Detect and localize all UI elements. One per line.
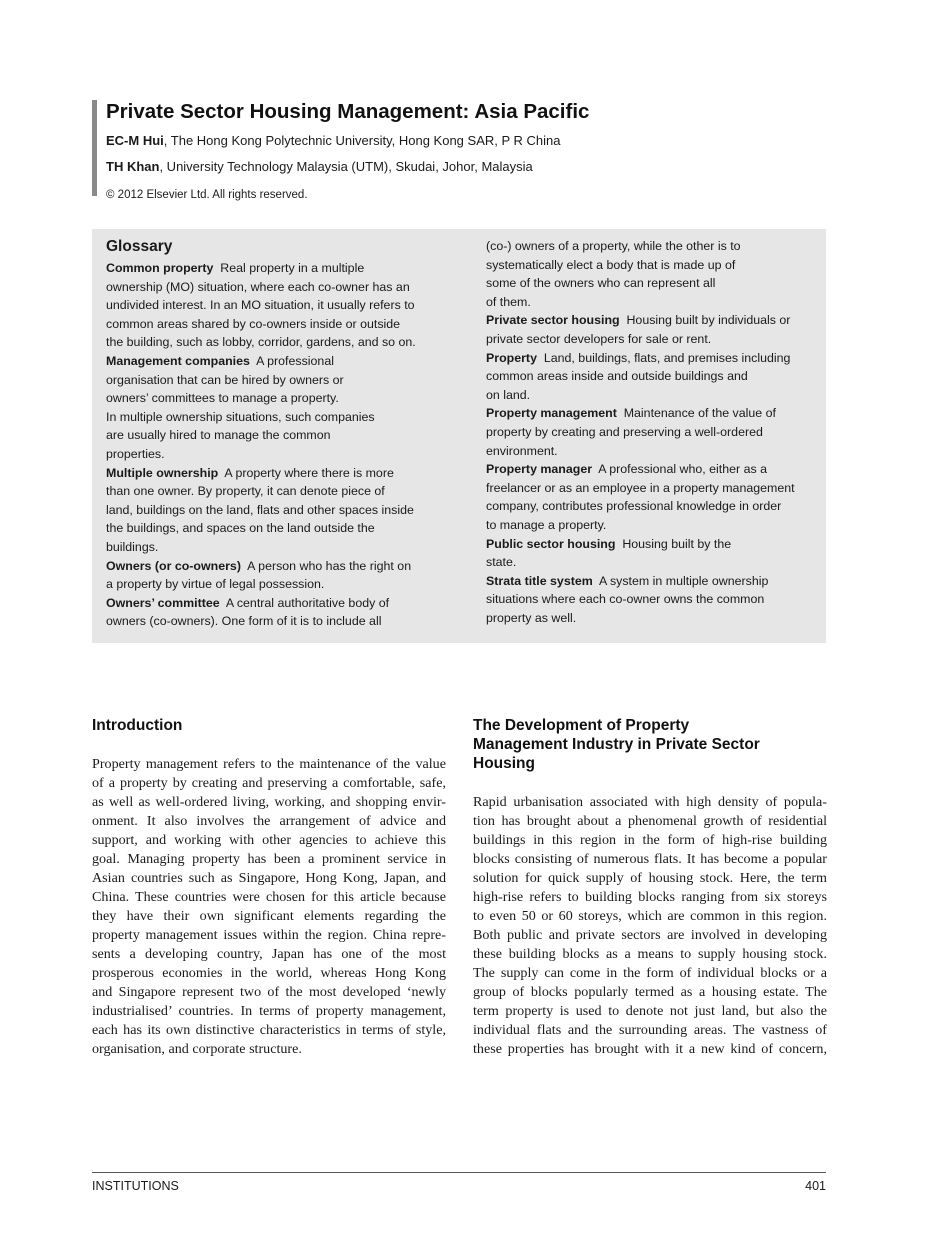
glossary-line bbox=[106, 352, 438, 371]
heading-line: The Development of Property bbox=[473, 717, 690, 734]
glossary-line bbox=[106, 575, 438, 594]
glossary-definition-text: systematically elect a body that is made up of bbox=[486, 257, 736, 272]
paragraph-line: organisation, and corporate structure. bbox=[92, 1041, 302, 1057]
glossary-line bbox=[486, 572, 818, 591]
glossary-term: Owners (or co-owners) bbox=[106, 558, 241, 573]
paragraph-line: Asian countries such as Singapore, Hong Kong, Japan, and bbox=[92, 870, 446, 886]
paragraph-line: high-rise refers to building blocks ranging from six storeys bbox=[473, 889, 827, 905]
section-heading-introduction bbox=[92, 716, 446, 735]
glossary-line bbox=[106, 278, 438, 297]
glossary-line bbox=[486, 293, 818, 312]
glossary-definition-text: of them. bbox=[486, 294, 531, 309]
glossary-line bbox=[106, 612, 438, 631]
glossary-heading: Glossary bbox=[106, 238, 173, 255]
glossary-term: Owners’ committee bbox=[106, 595, 220, 610]
glossary-line bbox=[106, 333, 438, 352]
glossary-definition-text: the buildings, and spaces on the land outside the bbox=[106, 521, 375, 536]
glossary-definition-text: private sector developers for sale or rent. bbox=[486, 331, 712, 346]
glossary-term: Property management bbox=[486, 406, 617, 421]
paragraph-line: individual flats and the surrounding areas. The vastness of bbox=[473, 1022, 827, 1038]
footer-section-label: INSTITUTIONS bbox=[92, 1179, 179, 1193]
title-accent-bar bbox=[92, 100, 97, 196]
glossary-definition-text: land, buildings on the land, flats and other spaces inside bbox=[106, 502, 414, 517]
glossary-line bbox=[106, 389, 438, 408]
glossary-definition-text: In multiple ownership situations, such companies bbox=[106, 409, 375, 424]
glossary-definition-text: situations where each co-owner owns the common bbox=[486, 592, 765, 607]
glossary-definition-text: Real property in a multiple bbox=[213, 261, 365, 275]
glossary-term: Private sector housing bbox=[486, 313, 620, 328]
glossary-line bbox=[106, 501, 438, 520]
glossary-term: Common property bbox=[106, 261, 214, 275]
glossary-definition-text: A property where there is more bbox=[218, 465, 394, 480]
glossary-line bbox=[486, 609, 818, 628]
glossary-line bbox=[486, 442, 818, 461]
glossary-definition-text: common areas shared by co-owners inside or outside bbox=[106, 316, 401, 331]
glossary-line bbox=[106, 557, 438, 576]
glossary-definition-text: properties. bbox=[106, 446, 165, 461]
paragraph-line: Rapid urbanisation associated with high density of popula- bbox=[473, 794, 827, 810]
development-section bbox=[473, 716, 827, 1059]
glossary-definition-text: property as well. bbox=[486, 610, 577, 625]
glossary-line bbox=[106, 445, 438, 464]
glossary-line bbox=[106, 594, 438, 613]
glossary-term: Property bbox=[486, 350, 537, 365]
glossary-definition-text: A system in multiple ownership bbox=[592, 573, 769, 588]
glossary-definition-text: Maintenance of the value of bbox=[616, 406, 776, 421]
glossary-definition-text: common areas inside and outside buildings and bbox=[486, 369, 748, 384]
paragraph-line: goal. Managing property has been a prominent service in bbox=[92, 851, 446, 867]
paragraph-line: to even 50 or 60 storeys, which are common in this region. bbox=[473, 908, 827, 924]
glossary-line bbox=[486, 460, 818, 479]
paragraph-line: property management issues within the region. China repre- bbox=[92, 927, 446, 943]
paragraph-line: they have their own significant elements regarding the bbox=[92, 908, 446, 924]
glossary-line bbox=[106, 519, 438, 538]
glossary-definition-text: A person who has the right on bbox=[240, 558, 412, 573]
glossary-definition-text: (co-) owners of a property, while the other is to bbox=[486, 239, 741, 253]
glossary-line bbox=[486, 330, 818, 349]
glossary-definition-text: on land. bbox=[486, 387, 531, 402]
footer-rule bbox=[92, 1172, 826, 1173]
glossary-line bbox=[486, 479, 818, 498]
glossary-box bbox=[92, 229, 826, 643]
glossary-line bbox=[486, 237, 818, 256]
glossary-definition-text: freelancer or as an employee in a property management bbox=[486, 480, 795, 495]
glossary-line bbox=[486, 553, 818, 572]
glossary-line bbox=[106, 371, 438, 390]
glossary-definition-text: company, contributes professional knowledge in order bbox=[486, 499, 782, 514]
glossary-right-column bbox=[486, 237, 818, 627]
glossary-definition-text: A professional who, either as a bbox=[592, 462, 767, 477]
paragraph-line: sents a developing country, Japan has one of the most bbox=[92, 946, 446, 962]
glossary-line bbox=[486, 311, 818, 330]
paragraph-line: Both public and private sectors are involved in developing bbox=[473, 927, 827, 943]
paragraph-line: these building blocks as a means to supply housing stock. bbox=[473, 946, 827, 962]
paragraph-line: as well as well-ordered living, working, and shopping envir- bbox=[92, 794, 446, 810]
article-title: Private Sector Housing Management: Asia Pacific bbox=[106, 100, 590, 123]
glossary-line bbox=[106, 315, 438, 334]
paragraph-line: term property is used to denote not just land, but also the bbox=[473, 1003, 827, 1019]
paragraph-line: and Singapore represent two of the most developed ‘newly bbox=[92, 984, 446, 1000]
glossary-line bbox=[486, 535, 818, 554]
glossary-line bbox=[486, 423, 818, 442]
paragraph-line: these properties has brought with it a new kind of concern, bbox=[473, 1041, 827, 1057]
glossary-definition-text: the building, such as lobby, corridor, gardens, and so on. bbox=[106, 335, 416, 350]
paragraph-line: group of blocks popularly termed as a housing estate. The bbox=[473, 984, 827, 1000]
glossary-line bbox=[486, 349, 818, 368]
glossary-definition-text: Land, buildings, flats, and premises including bbox=[536, 350, 791, 365]
glossary-definition-text: to manage a property. bbox=[486, 517, 607, 532]
glossary-term: Management companies bbox=[106, 353, 250, 368]
glossary-left-column bbox=[106, 237, 438, 631]
glossary-line bbox=[486, 274, 818, 293]
paragraph-line: China. These countries were chosen for this article because bbox=[92, 889, 446, 905]
author-1 bbox=[106, 133, 561, 149]
glossary-line bbox=[486, 590, 818, 609]
author-affiliation: , University Technology Malaysia (UTM), Skudai, Johor, Malaysia bbox=[159, 159, 533, 174]
glossary-line bbox=[486, 386, 818, 405]
glossary-definition-text: Housing built by individuals or bbox=[619, 313, 791, 328]
author-name: TH Khan bbox=[106, 159, 160, 174]
glossary-definition-text: a property by virtue of legal possession. bbox=[106, 577, 325, 592]
glossary-definition-text: some of the owners who can represent all bbox=[486, 276, 716, 291]
glossary-definition-text: environment. bbox=[486, 443, 558, 458]
paragraph-line: prosperous economies in the world, whereas Hong Kong bbox=[92, 965, 446, 981]
glossary-definition-text: owners (co-owners). One form of it is to include all bbox=[106, 614, 382, 629]
glossary-definition-text: Housing built by the bbox=[615, 536, 732, 551]
paragraph-line: industrialised’ countries. In terms of property management, bbox=[92, 1003, 446, 1019]
glossary-line bbox=[106, 408, 438, 427]
paragraph-line: buildings in this region in the form of high-rise building bbox=[473, 832, 827, 848]
author-name: EC-M Hui bbox=[106, 133, 164, 148]
heading-line: Introduction bbox=[92, 717, 183, 734]
paragraph-line: support, and working with other agencies to achieve this bbox=[92, 832, 446, 848]
glossary-line bbox=[486, 404, 818, 423]
glossary-definition-text: state. bbox=[486, 555, 517, 570]
paragraph-line: Property management refers to the maintenance of the value bbox=[92, 756, 446, 772]
copyright-notice: © 2012 Elsevier Ltd. All rights reserved. bbox=[106, 189, 308, 201]
glossary-line bbox=[106, 296, 438, 315]
glossary-definition-text: undivided interest. In an MO situation, it usually refers to bbox=[106, 298, 415, 313]
glossary-line bbox=[486, 497, 818, 516]
glossary-term: Strata title system bbox=[486, 573, 593, 588]
glossary-definition-text: property by creating and preserving a well-ordered bbox=[486, 424, 763, 439]
glossary-line bbox=[486, 256, 818, 275]
paragraph-line: of a property by creating and preserving a comfortable, safe, bbox=[92, 775, 446, 791]
glossary-definition-text: ownership (MO) situation, where each co-owner has an bbox=[106, 279, 410, 294]
glossary-definition-text: A professional bbox=[249, 353, 334, 368]
introduction-body bbox=[92, 755, 446, 1059]
heading-line: Housing bbox=[473, 755, 535, 772]
glossary-definition-text: than one owner. By property, it can denote piece of bbox=[106, 484, 385, 499]
development-body bbox=[473, 793, 827, 1059]
glossary-term: Multiple ownership bbox=[106, 465, 219, 480]
glossary-line bbox=[106, 259, 438, 278]
glossary-definition-text: buildings. bbox=[106, 539, 159, 554]
glossary-term: Public sector housing bbox=[486, 536, 616, 551]
paragraph-line: solution for quick supply of housing stock. Here, the term bbox=[473, 870, 827, 886]
paragraph-line: The supply can come in the form of individual blocks or a bbox=[473, 965, 827, 981]
glossary-line bbox=[106, 538, 438, 557]
section-heading-development bbox=[473, 716, 827, 773]
glossary-definition-text: organisation that can be hired by owners or bbox=[106, 372, 344, 387]
glossary-line bbox=[486, 367, 818, 386]
page-number: 401 bbox=[805, 1179, 826, 1193]
author-affiliation: , The Hong Kong Polytechnic University, Hong Kong SAR, P R China bbox=[163, 133, 561, 148]
glossary-line bbox=[106, 426, 438, 445]
glossary-definition-text: A central authoritative body of bbox=[219, 595, 390, 610]
glossary-line bbox=[486, 516, 818, 535]
author-2 bbox=[106, 159, 533, 175]
introduction-section bbox=[92, 716, 446, 1059]
paragraph-line: tion has brought about a phenomenal growth of residential bbox=[473, 813, 827, 829]
glossary-definition-text: owners’ committees to manage a property. bbox=[106, 391, 339, 406]
glossary-definition-text: are usually hired to manage the common bbox=[106, 428, 331, 443]
paragraph-line: onment. It also involves the arrangement of advice and bbox=[92, 813, 446, 829]
heading-line: Management Industry in Private Sector bbox=[473, 736, 760, 753]
glossary-line bbox=[106, 464, 438, 483]
article-header bbox=[92, 100, 832, 201]
paragraph-line: each has its own distinctive characteristics in terms of style, bbox=[92, 1022, 446, 1038]
glossary-term: Property manager bbox=[486, 462, 593, 477]
paragraph-line: blocks consisting of numerous flats. It has become a popular bbox=[473, 851, 827, 867]
glossary-line bbox=[106, 482, 438, 501]
